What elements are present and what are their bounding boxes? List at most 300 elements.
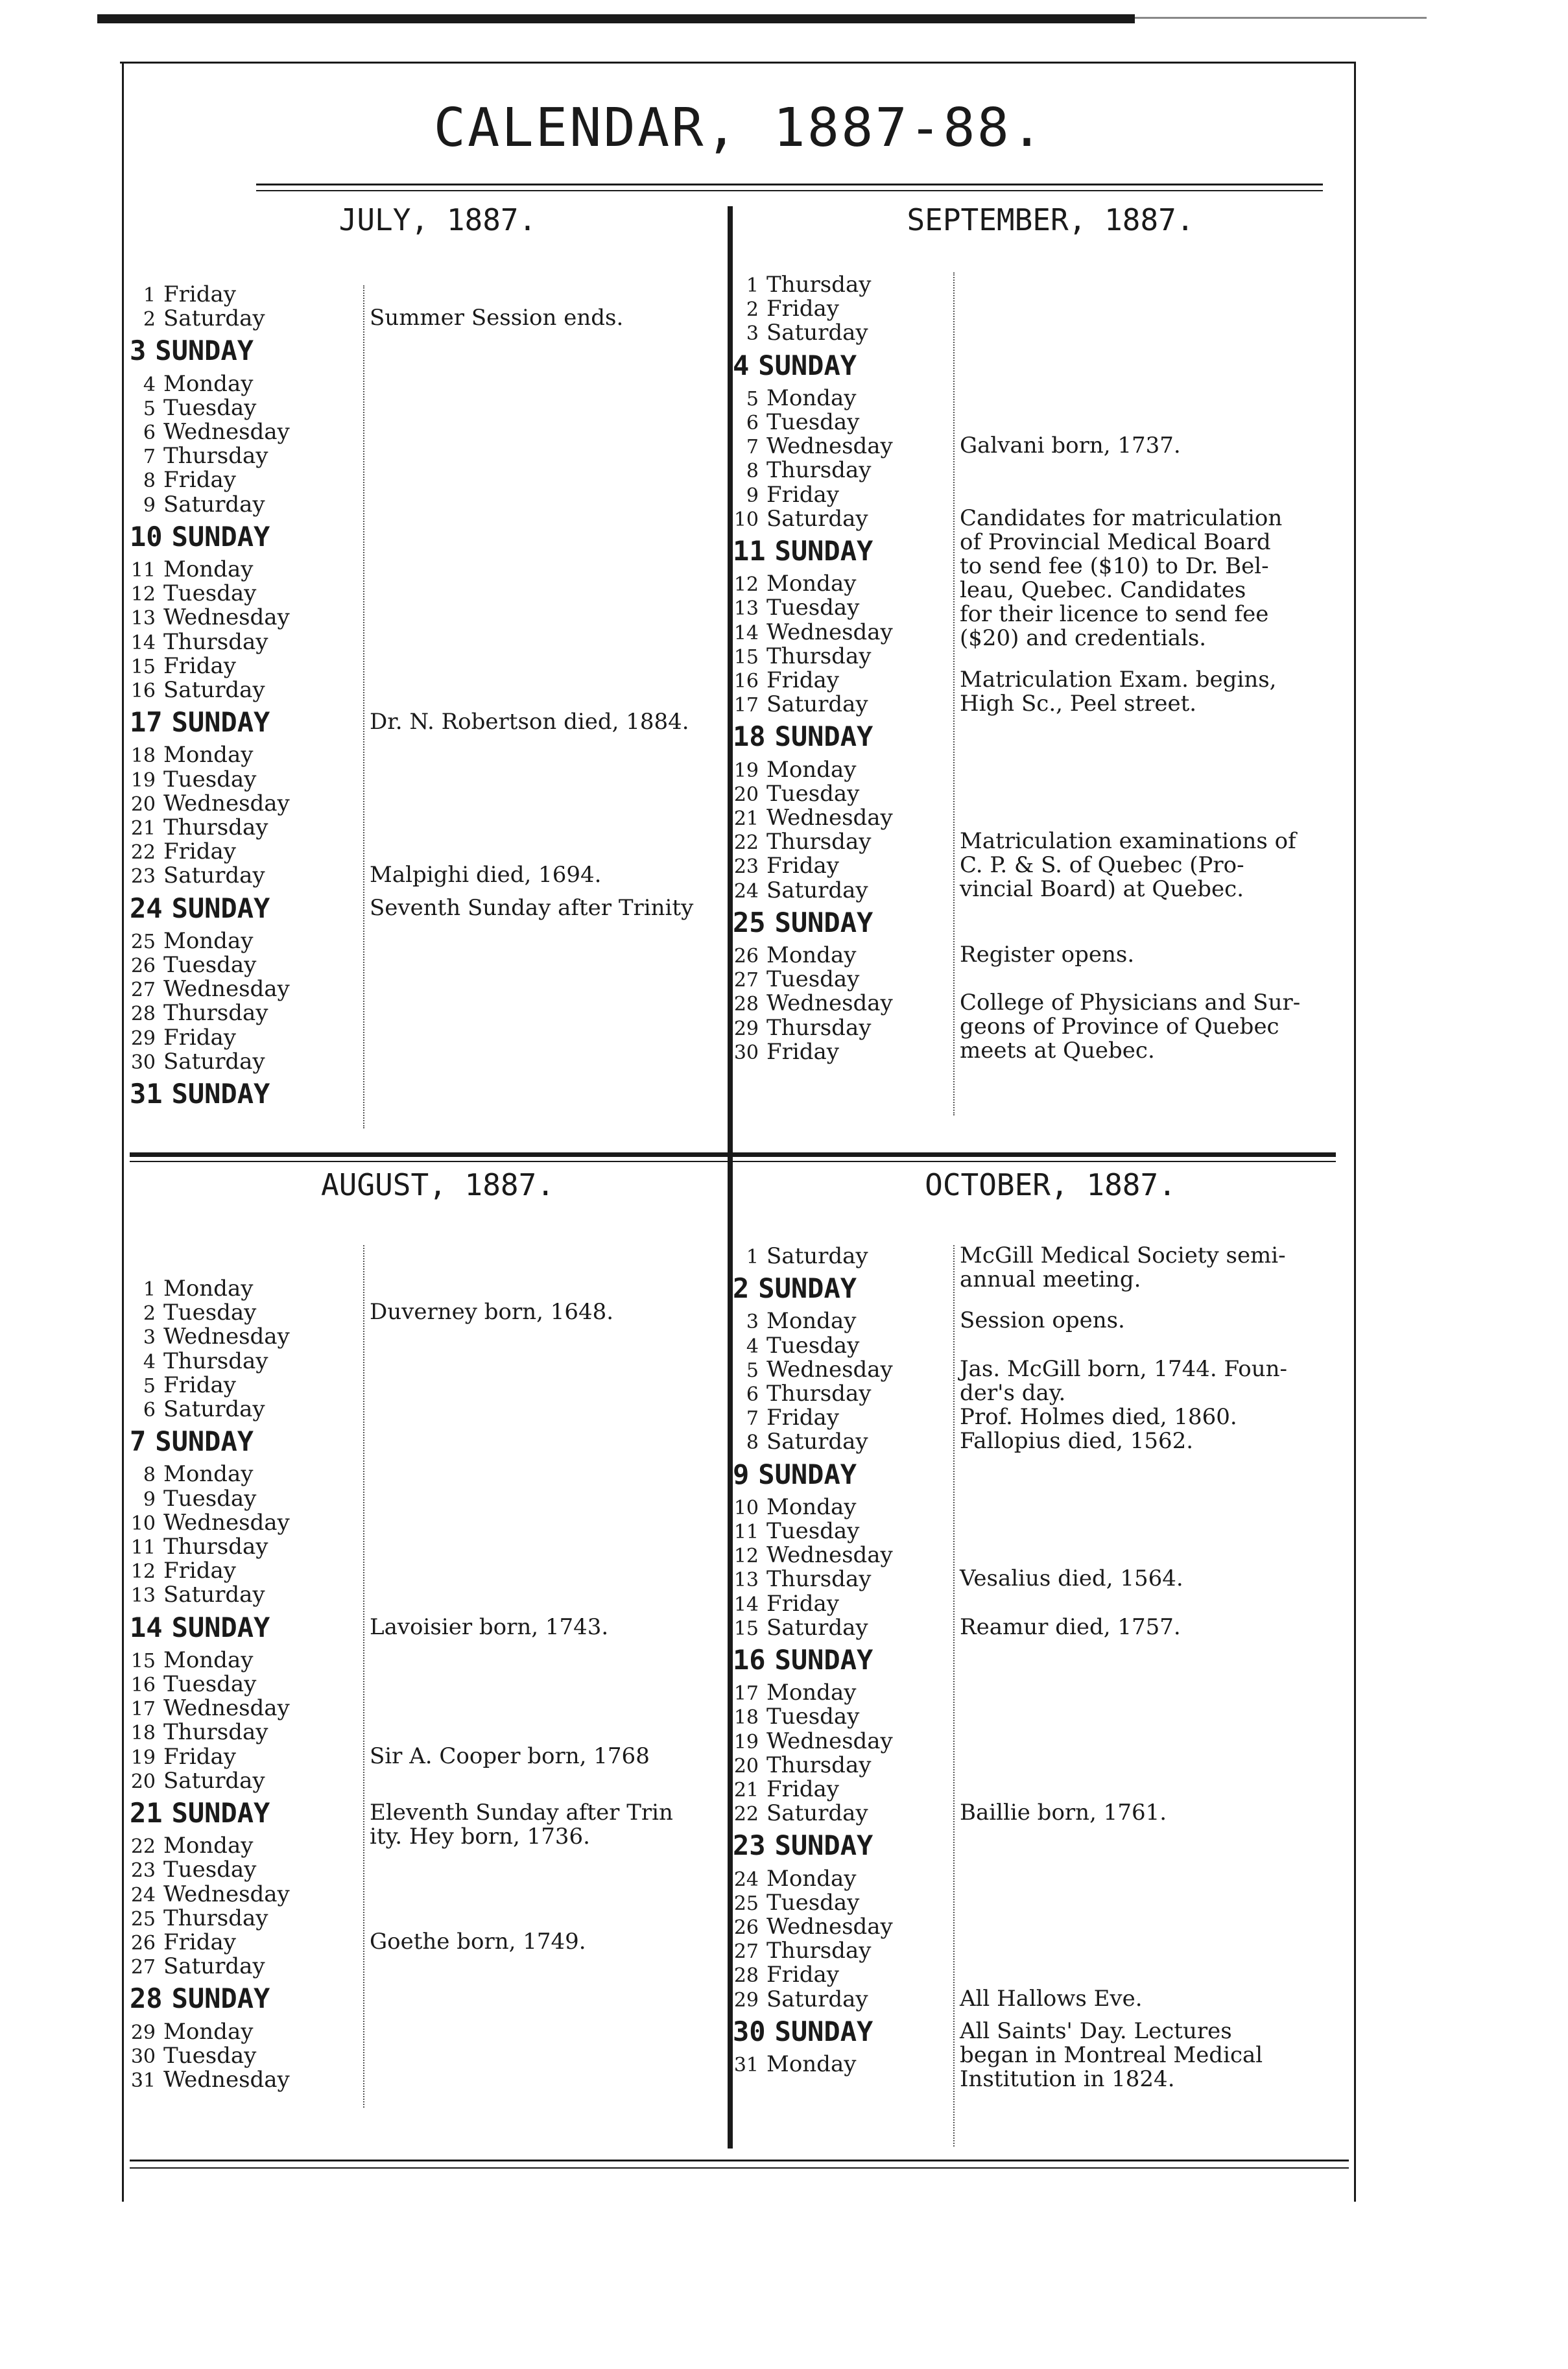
day-row — [733, 320, 868, 346]
day-name: SUNDAY — [758, 1272, 857, 1305]
day-row — [733, 1381, 871, 1407]
day-row — [733, 805, 893, 831]
day-number: 29 — [733, 1988, 759, 2012]
day-number: 4 — [143, 373, 156, 396]
day-number: 2 — [733, 1272, 750, 1305]
day-row — [130, 1001, 268, 1027]
day-row — [733, 571, 856, 597]
day-number: 10 — [733, 508, 759, 531]
day-number: 12 — [130, 583, 156, 606]
day-name: Tuesday — [163, 1857, 257, 1883]
day-row — [130, 839, 236, 865]
day-number: 8 — [143, 470, 156, 493]
day-number: 26 — [130, 1932, 156, 1955]
note-august: Goethe born, 1749. — [370, 1929, 586, 1955]
day-number: 30 — [733, 1041, 759, 1064]
day-name: Friday — [163, 1743, 236, 1770]
day-number: 10 — [130, 1512, 156, 1535]
day-name: Wednesday — [163, 1324, 290, 1350]
note-july: Summer Session ends. — [370, 305, 624, 331]
note-october: Jas. McGill born, 1744. Foun- der's day. — [960, 1355, 1288, 1406]
day-row — [130, 1696, 290, 1722]
day-row — [130, 2019, 253, 2045]
day-number: 18 — [130, 1722, 156, 1745]
day-number: 15 — [733, 645, 759, 669]
note-july: Dr. N. Robertson died, 1884. — [370, 709, 689, 735]
day-number: 23 — [130, 1859, 156, 1883]
day-name: Wednesday — [766, 1914, 893, 1940]
day-name: Friday — [766, 481, 839, 508]
day-number: 6 — [143, 422, 156, 444]
day-name: Friday — [766, 296, 839, 322]
day-number: 17 — [733, 1682, 759, 1706]
day-number: 15 — [130, 655, 156, 678]
day-name: Thursday — [766, 1566, 872, 1593]
day-number: 11 — [733, 1521, 759, 1543]
day-name: SUNDAY — [155, 335, 254, 367]
sunday-row — [733, 1644, 873, 1676]
day-number: 25 — [733, 906, 766, 938]
day-number: 3 — [130, 335, 147, 367]
day-name: Saturday — [163, 1582, 265, 1608]
day-row — [130, 1025, 236, 1051]
day-number: 26 — [733, 1916, 759, 1939]
day-name: Monday — [766, 1494, 857, 1520]
day-number: 6 — [746, 412, 759, 435]
day-name: Saturday — [766, 1429, 868, 1455]
bottom-rule-2 — [130, 2167, 1349, 2169]
day-name: Thursday — [766, 1938, 872, 1964]
day-name: Wednesday — [163, 1695, 290, 1722]
day-name: SUNDAY — [774, 906, 873, 938]
day-row — [733, 878, 868, 904]
day-row — [733, 1987, 868, 2013]
day-name: Wednesday — [766, 1728, 893, 1754]
day-name: Tuesday — [163, 766, 257, 792]
day-name: Saturday — [766, 877, 868, 903]
day-row — [130, 2067, 290, 2093]
day-name: Friday — [163, 1558, 236, 1584]
day-row — [733, 1753, 871, 1779]
day-name: Friday — [163, 281, 236, 307]
day-row — [733, 1405, 839, 1431]
note-september: Matriculation examinations of C. P. & S. of Quebec (Pro- vincial Board) at Quebec. — [960, 828, 1296, 903]
top-rule — [97, 14, 1135, 23]
day-name: Wednesday — [766, 1356, 893, 1383]
day-number: 22 — [130, 1835, 156, 1859]
day-number: 3 — [143, 1326, 156, 1350]
day-name: Tuesday — [766, 780, 860, 807]
day-name: Thursday — [766, 643, 872, 669]
day-row — [733, 1729, 893, 1755]
day-name: Saturday — [766, 1800, 868, 1827]
day-row — [733, 386, 856, 412]
sunday-row — [130, 1425, 254, 1458]
day-number: 12 — [733, 573, 759, 597]
day-row — [733, 1777, 839, 1803]
day-number: 4 — [733, 349, 750, 381]
day-row — [733, 1866, 856, 1892]
day-name: Monday — [163, 927, 254, 954]
day-number: 16 — [130, 1674, 156, 1696]
day-row — [130, 863, 265, 889]
day-row — [130, 1930, 236, 1956]
sunday-row — [733, 906, 873, 938]
note-september: Candidates for matriculation of Provincial Medical Board to send fee ($10) to Dr. Bel- leau, Quebec. Candidates for their licence to send fee ($20) and credentials. — [960, 505, 1283, 651]
day-name: Saturday — [766, 1986, 868, 2012]
day-number: 10 — [130, 520, 163, 553]
day-number: 7 — [130, 1425, 147, 1458]
day-row — [130, 977, 290, 1003]
day-number: 20 — [130, 1770, 156, 1793]
day-number: 8 — [143, 1464, 156, 1487]
day-name: Monday — [163, 1276, 254, 1302]
day-name: Tuesday — [766, 595, 860, 621]
day-row — [130, 630, 268, 656]
day-name: SUNDAY — [758, 1458, 857, 1490]
day-name: Wednesday — [163, 1509, 290, 1536]
day-number: 28 — [733, 1964, 759, 1988]
day-row — [130, 678, 265, 704]
day-row — [733, 434, 893, 460]
day-row — [733, 1495, 856, 1521]
page-title: CALENDAR, 1887-88. — [433, 97, 1045, 159]
day-row — [733, 943, 856, 969]
day-name: Saturday — [766, 691, 868, 718]
bottom-rule-1 — [130, 2160, 1349, 2161]
day-row — [733, 1680, 856, 1706]
day-row — [130, 1324, 290, 1350]
day-name: SUNDAY — [171, 1797, 270, 1829]
day-name: Tuesday — [766, 409, 860, 435]
day-name: Monday — [163, 2018, 254, 2045]
day-name: Thursday — [163, 1348, 268, 1374]
day-number: 14 — [733, 621, 759, 645]
day-number: 20 — [733, 783, 759, 806]
day-row — [733, 1429, 868, 1455]
day-number: 9 — [143, 1488, 156, 1511]
day-row — [130, 1397, 265, 1423]
day-name: Friday — [163, 1024, 236, 1051]
day-name: Friday — [766, 1776, 839, 1802]
day-number: 13 — [130, 1584, 156, 1608]
day-name: Friday — [766, 667, 839, 693]
day-row — [130, 282, 236, 308]
sunday-row — [130, 1797, 270, 1829]
day-row — [733, 1519, 859, 1545]
day-row — [733, 1615, 868, 1641]
day-number: 20 — [130, 792, 156, 816]
day-number: 2 — [143, 308, 156, 331]
day-name: Friday — [766, 1038, 839, 1065]
day-row — [130, 1462, 253, 1488]
day-number: 14 — [130, 631, 156, 654]
day-name: Tuesday — [766, 1704, 860, 1730]
day-row — [733, 2052, 856, 2078]
sunday-row — [733, 1829, 873, 1862]
day-name: Tuesday — [163, 2042, 257, 2069]
day-name: Tuesday — [163, 1671, 257, 1697]
day-name: Monday — [766, 1680, 857, 1706]
day-row — [733, 458, 871, 484]
day-row — [130, 557, 253, 583]
day-name: Tuesday — [163, 1485, 257, 1512]
day-name: Monday — [766, 942, 857, 968]
day-number: 19 — [130, 1746, 156, 1769]
day-number: 25 — [733, 1892, 759, 1915]
day-number: 24 — [733, 879, 759, 903]
day-name: Friday — [766, 1962, 839, 1988]
day-number: 8 — [746, 1431, 759, 1455]
day-name: Friday — [163, 839, 236, 865]
day-number: 12 — [130, 1560, 156, 1584]
day-number: 9 — [733, 1458, 750, 1490]
note-october: Reamur died, 1757. — [960, 1613, 1181, 1640]
day-row — [130, 1276, 253, 1302]
day-name: Wednesday — [766, 433, 893, 460]
day-name: Thursday — [163, 1719, 268, 1746]
day-number: 31 — [130, 1078, 163, 1110]
center-divider — [728, 206, 733, 2149]
day-number: 18 — [733, 720, 766, 753]
day-number: 21 — [733, 807, 759, 830]
day-name: Saturday — [163, 491, 265, 518]
day-number: 28 — [733, 993, 759, 1016]
day-row — [733, 1357, 893, 1383]
day-number: 17 — [130, 1698, 156, 1721]
day-row — [130, 605, 290, 631]
day-row — [733, 1801, 868, 1827]
day-number: 5 — [746, 1359, 759, 1382]
day-number: 11 — [733, 535, 766, 567]
day-name: Tuesday — [766, 1332, 860, 1359]
day-number: 5 — [143, 397, 156, 420]
sunday-row — [130, 1611, 270, 1643]
day-number: 17 — [130, 706, 163, 739]
day-name: Saturday — [163, 305, 265, 332]
day-row — [130, 444, 268, 470]
day-row — [130, 1300, 256, 1326]
day-row — [130, 306, 265, 332]
day-row — [130, 2043, 256, 2069]
title-rule-2 — [256, 190, 1323, 191]
day-name: Saturday — [163, 677, 265, 703]
day-name: Wednesday — [163, 419, 290, 445]
day-number: 28 — [130, 1982, 163, 2015]
note-october: Fallopius died, 1562. — [960, 1428, 1194, 1455]
separator-september — [953, 272, 955, 1115]
day-name: Tuesday — [163, 952, 257, 978]
day-number: 13 — [733, 597, 759, 621]
day-row — [733, 1016, 871, 1042]
day-name: Saturday — [766, 320, 868, 346]
day-number: 13 — [733, 1569, 759, 1592]
day-name: Wednesday — [766, 990, 893, 1017]
day-number: 25 — [130, 930, 156, 953]
day-number: 5 — [746, 387, 759, 411]
day-number: 29 — [130, 1027, 156, 1050]
day-row — [130, 420, 290, 446]
day-number: 30 — [130, 1051, 156, 1074]
note-august: Lavoisier born, 1743. — [370, 1613, 609, 1640]
day-name: SUNDAY — [774, 2015, 873, 2047]
day-name: Tuesday — [163, 580, 257, 607]
day-number: 10 — [733, 1496, 759, 1519]
day-row — [733, 1333, 859, 1359]
day-name: Thursday — [766, 1381, 872, 1407]
day-number: 15 — [130, 1649, 156, 1673]
day-row — [733, 1890, 859, 1916]
day-number: 3 — [746, 322, 759, 346]
day-row — [733, 644, 871, 670]
note-october: All Saints' Day. Lectures began in Montreal Medical Institution in 1824. — [960, 2018, 1263, 2092]
day-name: Tuesday — [766, 1889, 860, 1916]
day-name: SUNDAY — [155, 1425, 254, 1458]
day-row — [733, 967, 859, 993]
day-row — [733, 853, 839, 879]
separator-october — [953, 1245, 955, 2147]
day-row — [130, 396, 256, 422]
note-august: Sir A. Cooper born, 1768 — [370, 1743, 650, 1769]
day-name: Monday — [163, 370, 254, 397]
day-number: 14 — [130, 1611, 163, 1643]
day-row — [130, 1906, 268, 1932]
day-row — [733, 1040, 839, 1065]
day-row — [733, 781, 859, 807]
day-number: 23 — [733, 855, 759, 879]
day-number: 28 — [130, 1003, 156, 1026]
day-row — [130, 1672, 256, 1698]
day-name: Saturday — [163, 1953, 265, 1980]
note-august: Eleventh Sunday after Trin ity. Hey born, 1736. — [370, 1800, 673, 1850]
day-row — [733, 1938, 871, 1964]
day-name: Thursday — [163, 815, 268, 840]
day-number: 29 — [733, 1017, 759, 1040]
day-row — [130, 1534, 268, 1560]
day-row — [733, 296, 839, 322]
note-september: Register opens. — [960, 942, 1135, 968]
day-name: Thursday — [163, 443, 268, 470]
sunday-row — [733, 1272, 857, 1305]
day-name: Wednesday — [766, 619, 893, 645]
day-number: 22 — [130, 841, 156, 864]
day-name: Thursday — [163, 1905, 268, 1931]
day-name: Monday — [163, 1647, 254, 1673]
day-name: Wednesday — [766, 805, 893, 831]
day-row — [733, 1591, 839, 1617]
day-name: Saturday — [163, 1767, 265, 1794]
day-name: Monday — [766, 385, 857, 411]
day-number: 23 — [733, 1829, 766, 1862]
sunday-row — [130, 892, 270, 924]
day-number: 14 — [733, 1593, 759, 1616]
day-number: 27 — [130, 1956, 156, 1979]
day-name: Friday — [766, 1590, 839, 1617]
day-number: 24 — [130, 1883, 156, 1907]
day-row — [733, 595, 859, 621]
day-number: 26 — [130, 955, 156, 977]
note-october: Session opens. — [960, 1307, 1125, 1334]
day-number: 9 — [746, 484, 759, 507]
day-number: 8 — [746, 460, 759, 483]
day-row — [733, 668, 839, 694]
day-row — [130, 1349, 268, 1375]
day-name: Saturday — [766, 1614, 868, 1641]
day-name: Thursday — [163, 628, 268, 655]
day-number: 7 — [746, 436, 759, 459]
sunday-row — [733, 349, 857, 381]
day-number: 27 — [733, 1940, 759, 1964]
day-number: 21 — [130, 817, 156, 840]
note-september: Galvani born, 1737. — [960, 433, 1181, 459]
day-number: 1 — [143, 284, 156, 307]
day-name: Friday — [163, 1372, 236, 1398]
day-name: Saturday — [163, 1048, 265, 1075]
day-name: SUNDAY — [774, 720, 873, 753]
day-name: Thursday — [163, 1000, 268, 1027]
day-row — [733, 506, 868, 532]
day-number: 5 — [143, 1374, 156, 1398]
day-number: 30 — [733, 2015, 766, 2047]
day-number: 29 — [130, 2021, 156, 2044]
day-name: Thursday — [766, 457, 872, 484]
sunday-row — [130, 1982, 270, 2015]
day-number: 21 — [733, 1779, 759, 1802]
day-number: 21 — [130, 1797, 163, 1829]
sunday-row — [130, 335, 254, 367]
day-row — [733, 1244, 868, 1270]
day-row — [733, 1309, 856, 1335]
day-row — [130, 1768, 265, 1794]
separator-july — [363, 285, 364, 1128]
title-rule-1 — [256, 184, 1323, 185]
day-name: Thursday — [766, 829, 872, 855]
sunday-row — [130, 706, 270, 739]
day-number: 4 — [746, 1335, 759, 1358]
day-number: 20 — [733, 1754, 759, 1778]
day-name: SUNDAY — [758, 349, 857, 381]
day-name: Saturday — [163, 863, 265, 889]
month-title-september: SEPTEMBER, 1887. — [907, 202, 1194, 237]
frame-left — [122, 62, 124, 2202]
day-number: 23 — [130, 865, 156, 888]
day-number: 1 — [143, 1278, 156, 1301]
day-number: 19 — [130, 768, 156, 792]
day-row — [130, 1744, 236, 1770]
top-rule-thin — [1135, 17, 1427, 19]
day-name: SUNDAY — [171, 892, 270, 924]
day-number: 31 — [130, 2069, 156, 2092]
month-title-october: OCTOBER, 1887. — [925, 1167, 1176, 1202]
day-row — [130, 372, 253, 398]
day-number: 15 — [733, 1617, 759, 1640]
day-name: Wednesday — [163, 1881, 290, 1907]
day-name: Saturday — [766, 1243, 868, 1269]
day-number: 2 — [143, 1302, 156, 1326]
day-number: 7 — [143, 446, 156, 469]
day-name: Tuesday — [163, 1300, 257, 1326]
middle-rule — [130, 1152, 1336, 1157]
day-number: 30 — [130, 2045, 156, 2068]
day-number: 31 — [733, 2054, 759, 2077]
day-name: Monday — [766, 1308, 857, 1335]
day-row — [130, 953, 256, 979]
day-number: 11 — [130, 559, 156, 582]
day-number: 24 — [130, 892, 163, 924]
day-row — [733, 829, 871, 855]
day-number: 22 — [733, 831, 759, 855]
day-name: Saturday — [163, 1396, 265, 1422]
